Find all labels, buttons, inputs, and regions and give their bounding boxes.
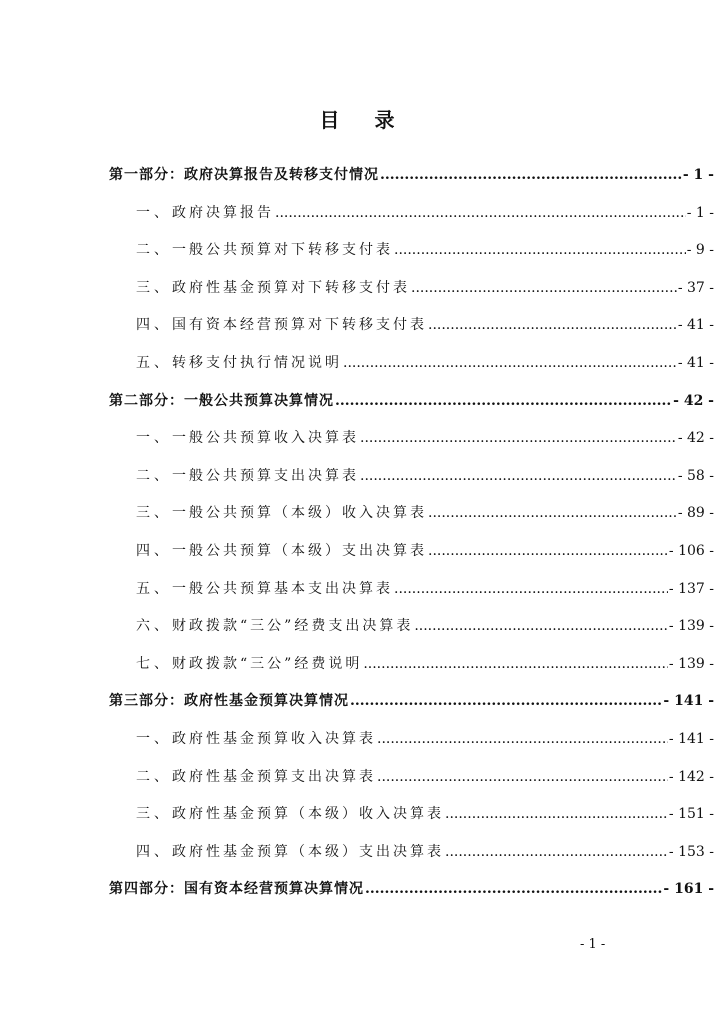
dot-leader — [377, 729, 668, 749]
toc-entry-label: 政府性基金预算（本级）支出决算表 — [172, 843, 444, 860]
toc-entry-number: 四、 — [136, 543, 172, 559]
dot-leader — [343, 353, 677, 373]
toc-entry-number: 五、 — [136, 580, 172, 597]
toc-entry-page: - 58 - — [677, 467, 714, 484]
dot-leader — [360, 466, 677, 486]
toc-entry[interactable] — [0, 428, 714, 448]
dot-leader — [428, 315, 677, 335]
toc-entry-page: - 1 - — [682, 167, 714, 183]
toc-entry-page: - 142 - — [668, 768, 714, 785]
toc-entry-number: 一、 — [136, 731, 172, 747]
toc-entry-label: 第一部分：政府决算报告及转移支付情况 — [109, 167, 379, 183]
toc-entry-page: - 139 - — [668, 655, 714, 672]
toc-entry-page: - 153 - — [668, 843, 714, 860]
toc-entry-number: 六、 — [136, 618, 172, 635]
toc-entry-page: - 139 - — [668, 618, 714, 635]
dot-leader — [428, 541, 668, 561]
toc-entry-page: - 161 - — [663, 881, 714, 898]
toc-entry-label: 一般公共预算对下转移支付表 — [172, 242, 393, 259]
toc-entry-number: 五、 — [136, 355, 172, 371]
toc-entry-page: - 1 - — [686, 204, 714, 221]
toc-entry-label: 一般公共预算（本级）收入决算表 — [172, 505, 427, 522]
toc-entry[interactable] — [0, 804, 714, 824]
page-title: 目 录 — [319, 108, 409, 132]
toc-entry[interactable] — [0, 315, 714, 335]
toc-entry[interactable] — [0, 541, 714, 561]
toc-part-entry[interactable] — [0, 691, 714, 711]
dot-leader — [445, 804, 668, 824]
toc-entry-label: 一般公共预算（本级）支出决算表 — [172, 543, 427, 559]
dot-leader — [394, 579, 668, 599]
toc-entry[interactable] — [0, 767, 714, 787]
toc-entry-label: 转移支付执行情况说明 — [172, 355, 342, 371]
toc-entry-number: 四、 — [136, 843, 172, 860]
dot-leader — [335, 391, 672, 411]
dot-leader — [380, 165, 682, 185]
toc-entry[interactable] — [0, 353, 714, 373]
toc-part-entry[interactable] — [0, 165, 714, 185]
dot-leader — [350, 691, 662, 711]
toc-entry-page: - 42 - — [677, 430, 714, 447]
dot-leader — [360, 428, 677, 448]
toc-entry[interactable] — [0, 616, 714, 636]
toc-entry-page: - 141 - — [668, 731, 714, 747]
dot-leader — [445, 842, 668, 862]
toc-entry-page: - 151 - — [668, 806, 714, 823]
toc-entry-label: 国有资本经营预算对下转移支付表 — [172, 317, 427, 334]
toc-entry[interactable] — [0, 654, 714, 674]
toc-entry-label: 政府性基金预算收入决算表 — [172, 731, 376, 747]
toc-part-entry[interactable] — [0, 879, 714, 899]
page-number: - 1 - — [580, 937, 606, 952]
dot-leader — [365, 879, 662, 899]
toc-entry-number: 二、 — [136, 242, 172, 259]
toc-entry-number: 一、 — [136, 430, 172, 447]
toc-entry[interactable] — [0, 240, 714, 260]
dot-leader — [394, 240, 686, 260]
toc-entry[interactable] — [0, 203, 714, 223]
toc-entry-page: - 41 - — [677, 355, 714, 371]
toc-entry[interactable] — [0, 503, 714, 523]
toc-entry-number: 七、 — [136, 655, 172, 672]
toc-entry[interactable] — [0, 579, 714, 599]
toc-entry-page: - 137 - — [668, 580, 714, 597]
toc-entry-label: 政府决算报告 — [172, 204, 274, 221]
toc-entry-number: 二、 — [136, 768, 172, 785]
toc-entry[interactable] — [0, 466, 714, 486]
toc-entry-page: - 89 - — [677, 505, 714, 522]
toc-entry-label: 财政拨款“三公”经费支出决算表 — [172, 618, 414, 635]
toc-entry-number: 一、 — [136, 204, 172, 221]
toc-entry-number: 四、 — [136, 317, 172, 334]
dot-leader — [411, 278, 677, 298]
toc-entry-number: 三、 — [136, 505, 172, 522]
dot-leader — [377, 767, 668, 787]
toc-entry-page: - 37 - — [677, 279, 714, 296]
dot-leader — [363, 654, 668, 674]
toc-entry-number: 二、 — [136, 467, 172, 484]
toc-entry-page: - 9 - — [686, 242, 714, 259]
toc-entry-number: 三、 — [136, 806, 172, 823]
toc-entry-page: - 141 - — [663, 693, 714, 710]
toc-entry-label: 一般公共预算基本支出决算表 — [172, 580, 393, 597]
toc-entry[interactable] — [0, 729, 714, 749]
toc-entry-page: - 106 - — [668, 543, 714, 559]
toc-entry-label: 政府性基金预算对下转移支付表 — [172, 279, 410, 296]
dot-leader — [414, 616, 668, 636]
toc-entry-number: 三、 — [136, 279, 172, 296]
toc-entry-label: 政府性基金预算支出决算表 — [172, 768, 376, 785]
toc-entry-label: 第三部分：政府性基金预算决算情况 — [109, 693, 349, 710]
toc-entry-page: - 42 - — [673, 392, 714, 409]
toc-entry-page: - 41 - — [677, 317, 714, 334]
toc-entry-label: 政府性基金预算（本级）收入决算表 — [172, 806, 444, 823]
toc-entry[interactable] — [0, 278, 714, 298]
dot-leader — [275, 203, 686, 223]
toc-entry-label: 一般公共预算收入决算表 — [172, 430, 359, 447]
toc-entry[interactable] — [0, 842, 714, 862]
toc-entry-label: 财政拨款“三公”经费说明 — [172, 655, 363, 672]
toc-entry-label: 第四部分：国有资本经营预算决算情况 — [109, 881, 364, 898]
toc-entry-label: 一般公共预算支出决算表 — [172, 467, 359, 484]
toc-entry-label: 第二部分：一般公共预算决算情况 — [109, 392, 334, 409]
toc-part-entry[interactable] — [0, 391, 714, 411]
dot-leader — [428, 503, 677, 523]
